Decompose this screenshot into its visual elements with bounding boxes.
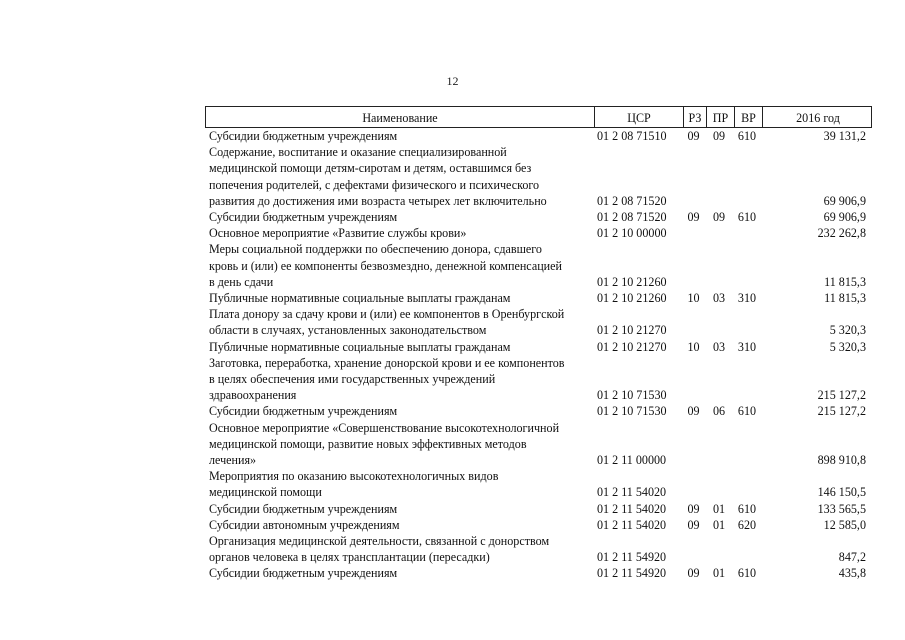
row-name-line: Содержание, воспитание и оказание специализированной — [209, 145, 507, 160]
header-vr: ВР — [734, 107, 762, 128]
row-vr: 610 — [737, 404, 757, 419]
row-csr: 01 2 10 71530 — [597, 404, 667, 419]
row-pr: 03 — [712, 339, 726, 354]
row-pr: 03 — [712, 291, 726, 306]
row-name-line: Меры социальной поддержки по обеспечению донора, сдавшего — [209, 242, 542, 257]
row-amount: 69 906,9 — [823, 210, 866, 225]
row-name-line: в день сдачи — [209, 274, 274, 289]
header-amount: 2016 год — [762, 107, 873, 128]
row-name-line: в целях обеспечения ими государственных учреждений — [209, 372, 496, 387]
row-csr: 01 2 11 54920 — [597, 566, 667, 581]
row-amount: 5 320,3 — [829, 323, 866, 338]
row-csr: 01 2 10 21260 — [597, 291, 667, 306]
row-name-line: Субсидии бюджетным учреждениям — [209, 404, 398, 419]
row-amount: 5 320,3 — [829, 339, 866, 354]
row-name-line: Основное мероприятие «Развитие службы крови» — [209, 226, 467, 241]
row-amount: 11 815,3 — [824, 274, 866, 289]
table-row — [205, 533, 872, 565]
row-amount: 11 815,3 — [824, 291, 866, 306]
row-csr: 01 2 08 71510 — [597, 129, 667, 143]
budget-table — [205, 106, 872, 582]
row-pr: 01 — [712, 501, 726, 516]
row-csr: 01 2 10 00000 — [597, 226, 667, 241]
row-vr: 310 — [737, 339, 757, 354]
row-amount: 12 585,0 — [823, 517, 866, 532]
table-row — [205, 468, 872, 500]
row-rz: 09 — [687, 566, 700, 581]
row-name-line: здравоохранения — [209, 388, 297, 403]
row-name — [205, 241, 593, 290]
row-csr: 01 2 11 54020 — [597, 517, 667, 532]
row-name-line: Организация медицинской деятельности, связанной с донорством — [209, 534, 550, 549]
row-vr: 610 — [737, 210, 757, 225]
row-name-line: лечения» — [209, 453, 257, 468]
row-name-line: кровь и (или) ее компоненты безвозмездно, денежной компенсацией — [209, 258, 562, 273]
table-row — [205, 241, 872, 290]
row-amount: 215 127,2 — [817, 404, 866, 419]
table-row — [205, 339, 872, 355]
row-csr: 01 2 10 71530 — [597, 388, 667, 403]
row-amount: 215 127,2 — [817, 388, 866, 403]
table-row — [205, 306, 872, 338]
header-name: Наименование — [362, 111, 438, 125]
row-rz: 10 — [687, 291, 700, 306]
header-pr: ПР — [706, 107, 734, 128]
table-row — [205, 355, 872, 404]
row-name — [205, 565, 593, 581]
row-rz: 09 — [687, 517, 700, 532]
row-name — [205, 306, 593, 338]
row-pr: 09 — [712, 210, 726, 225]
row-pr: 01 — [712, 517, 726, 532]
row-pr: 09 — [712, 129, 726, 143]
row-name — [205, 517, 593, 533]
row-name — [205, 225, 593, 241]
table-row — [205, 209, 872, 225]
row-name-line: Субсидии бюджетным учреждениям — [209, 501, 398, 516]
row-name-line: области в случаях, установленных законодательством — [209, 323, 487, 338]
table-row — [205, 517, 872, 533]
row-name — [205, 501, 593, 517]
row-name — [205, 128, 593, 144]
row-name-line: развития до достижения ими возраста четырех лет включительно — [209, 193, 547, 208]
row-pr: 06 — [712, 404, 726, 419]
row-csr: 01 2 11 00000 — [597, 453, 667, 468]
table-row — [205, 565, 872, 581]
row-csr: 01 2 11 54020 — [597, 485, 667, 500]
row-amount: 847,2 — [838, 550, 866, 565]
row-rz: 09 — [687, 404, 700, 419]
row-csr: 01 2 10 21260 — [597, 274, 667, 289]
row-name — [205, 144, 593, 209]
row-name-line: Субсидии бюджетным учреждениям — [209, 210, 398, 225]
row-name — [205, 420, 593, 469]
row-name-line: Публичные нормативные социальные выплаты гражданам — [209, 291, 511, 306]
table-header — [205, 106, 872, 128]
row-rz: 09 — [687, 129, 700, 143]
header-rz: РЗ — [683, 107, 706, 128]
table-body — [205, 128, 872, 582]
row-csr: 01 2 11 54920 — [597, 550, 667, 565]
row-name-line: медицинской помощи — [209, 485, 322, 500]
page-number: 12 — [446, 74, 459, 88]
row-name — [205, 290, 593, 306]
row-name — [205, 403, 593, 419]
row-name-line: Мероприятия по оказанию высокотехнологичных видов — [209, 469, 499, 484]
row-name — [205, 339, 593, 355]
row-vr: 610 — [737, 566, 757, 581]
row-name-line: Основное мероприятие «Совершенствование высокотехнологичной — [209, 420, 560, 435]
table-row — [205, 403, 872, 419]
table-row — [205, 501, 872, 517]
row-name-line: Субсидии бюджетным учреждениям — [209, 566, 398, 581]
row-name-line: Субсидии бюджетным учреждениям — [209, 129, 398, 143]
row-name — [205, 533, 593, 565]
row-name-line: попечения родителей, с дефектами физического и психического — [209, 177, 540, 192]
row-vr: 610 — [737, 501, 757, 516]
table-row — [205, 144, 872, 209]
table-row — [205, 225, 872, 241]
table-row — [205, 420, 872, 469]
row-name — [205, 355, 593, 404]
row-name-line: Публичные нормативные социальные выплаты гражданам — [209, 339, 511, 354]
row-csr: 01 2 08 71520 — [597, 210, 667, 225]
row-vr: 310 — [737, 291, 757, 306]
row-name-line: Заготовка, переработка, хранение донорской крови и ее компонентов — [209, 355, 565, 370]
row-amount: 39 131,2 — [823, 129, 866, 143]
row-csr: 01 2 08 71520 — [597, 193, 667, 208]
row-rz: 10 — [687, 339, 700, 354]
row-rz: 09 — [687, 210, 700, 225]
table-row — [205, 290, 872, 306]
row-amount: 146 150,5 — [817, 485, 866, 500]
row-csr: 01 2 10 21270 — [597, 323, 667, 338]
row-name-line: органов человека в целях трансплантации (пересадки) — [209, 550, 490, 565]
row-name — [205, 468, 593, 500]
row-csr: 01 2 11 54020 — [597, 501, 667, 516]
header-csr: ЦСР — [594, 107, 683, 128]
row-name-line: медицинской помощи детям-сиротам и детям, оставшимся без — [209, 161, 532, 176]
row-amount: 133 565,5 — [817, 501, 866, 516]
row-rz: 09 — [687, 501, 700, 516]
row-name-line: Субсидии автономным учреждениям — [209, 517, 400, 532]
row-pr: 01 — [712, 566, 726, 581]
row-vr: 610 — [737, 129, 757, 143]
row-amount: 69 906,9 — [823, 193, 866, 208]
row-vr: 620 — [737, 517, 757, 532]
row-amount: 898 910,8 — [817, 453, 866, 468]
row-amount: 232 262,8 — [817, 226, 866, 241]
row-name-line: Плата донору за сдачу крови и (или) ее компонентов в Оренбургской — [209, 307, 565, 322]
row-amount: 435,8 — [838, 566, 866, 581]
row-name — [205, 209, 593, 225]
table-row — [205, 128, 872, 144]
row-name-line: медицинской помощи, развитие новых эффективных методов — [209, 436, 527, 451]
row-csr: 01 2 10 21270 — [597, 339, 667, 354]
